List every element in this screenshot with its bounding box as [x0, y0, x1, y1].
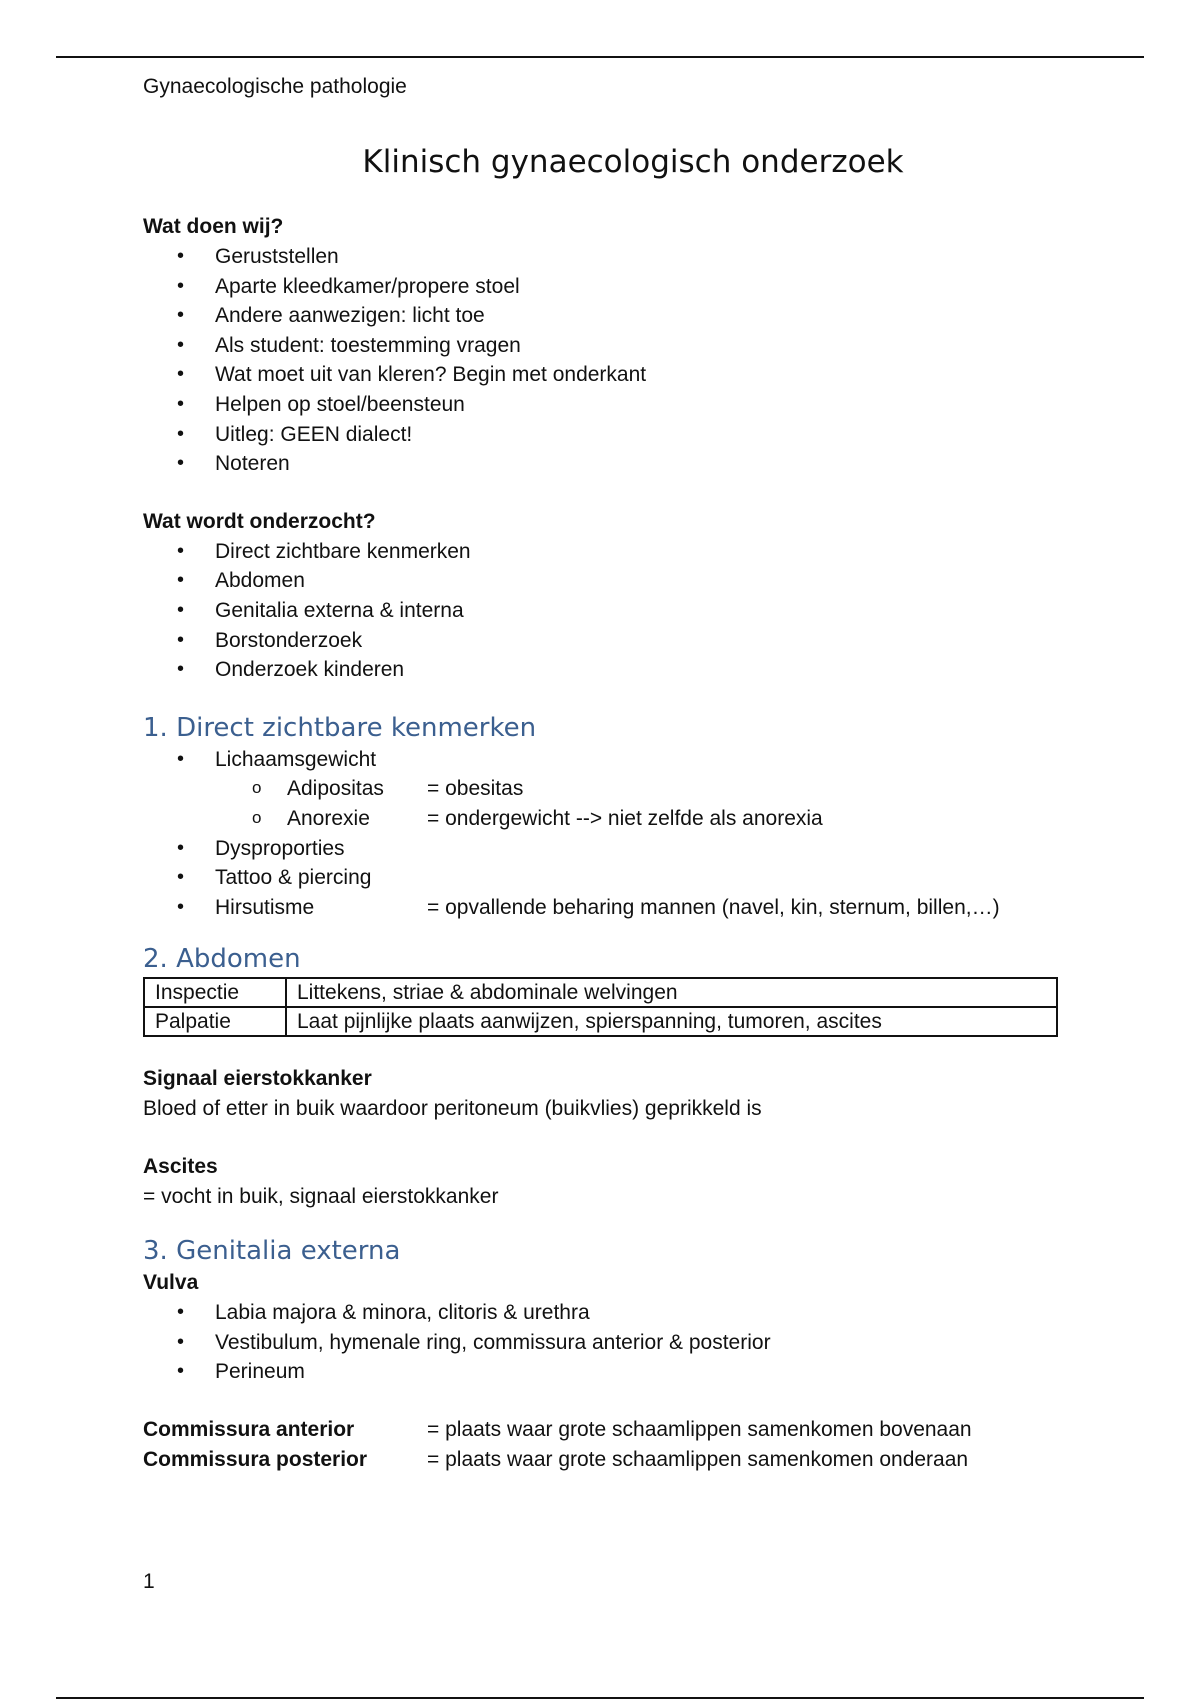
list-item: • Vestibulum, hymenale ring, commissura anterior & posterior: [143, 1328, 1063, 1358]
list-wat-wordt-onderzocht: [143, 537, 1063, 685]
table-cell-label: Inspectie: [144, 978, 286, 1007]
list-item: [143, 893, 1063, 923]
definition: = plaats waar grote schaamlippen samenkomen onderaan: [427, 1448, 969, 1472]
sub-list-item: [143, 804, 1063, 834]
paragraph-ascites: = vocht in buik, signaal eierstokkanker: [143, 1185, 499, 1209]
section-heading-genitalia-externa: 3. Genitalia externa: [143, 1236, 401, 1267]
definition-row: [143, 1415, 1063, 1445]
list-item: • Andere aanwezigen: licht toe: [143, 301, 1063, 331]
table-cell-value: Littekens, striae & abdominale welvingen: [286, 978, 1057, 1007]
list-item: • Perineum: [143, 1357, 1063, 1387]
list-item: • Direct zichtbare kenmerken: [143, 537, 1063, 567]
list-item: • Borstonderzoek: [143, 626, 1063, 656]
page-title: Klinisch gynaecologisch onderzoek: [362, 144, 904, 180]
definition-row: [143, 1445, 1063, 1475]
list-item: • Genitalia externa & interna: [143, 596, 1063, 626]
section-heading-abdomen: 2. Abdomen: [143, 944, 301, 975]
list-wat-doen-wij: [143, 242, 1063, 479]
list-direct-zichtbaar: [143, 745, 1063, 775]
list-item: • Abdomen: [143, 566, 1063, 596]
list-item: • Geruststellen: [143, 242, 1063, 272]
paragraph-signaal: Bloed of etter in buik waardoor peritoneum (buikvlies) geprikkeld is: [143, 1097, 762, 1121]
definition: = plaats waar grote schaamlippen samenkomen bovenaan: [427, 1418, 972, 1442]
term-adipositas: Adipositas: [287, 777, 384, 801]
heading-ascites: Ascites: [143, 1155, 218, 1179]
abdomen-table: [143, 977, 1058, 1037]
heading-signaal-eierstokkanker: Signaal eierstokkanker: [143, 1067, 372, 1091]
sublist-lichaamsgewicht: [143, 774, 1063, 833]
list-item: • Noteren: [143, 449, 1063, 479]
heading-wat-doen-wij: Wat doen wij?: [143, 215, 284, 238]
table-row: [144, 978, 1057, 1007]
definition: = opvallende beharing mannen (navel, kin, sternum, billen,…): [427, 895, 1000, 919]
term-anorexie: Anorexie: [287, 806, 370, 830]
section-heading-direct-zichtbaar: 1. Direct zichtbare kenmerken: [143, 712, 537, 743]
top-rule: [56, 56, 1144, 58]
list-item: • Labia majora & minora, clitoris & urethra: [143, 1298, 1063, 1328]
item-label: Lichaamsgewicht: [215, 747, 377, 771]
definition: = ondergewicht --> niet zelfde als anorexia: [427, 806, 823, 830]
list-item: [143, 745, 1063, 775]
list-item: • Dysproporties: [143, 834, 1063, 864]
list-direct-zichtbaar-continued: [143, 834, 1063, 923]
list-item: • Uitleg: GEEN dialect!: [143, 420, 1063, 450]
list-item: • Als student: toestemming vragen: [143, 331, 1063, 361]
definition: = obesitas: [427, 777, 524, 801]
table-cell-value: Laat pijnlijke plaats aanwijzen, spierspanning, tumoren, ascites: [286, 1007, 1057, 1036]
page-content: [143, 72, 1063, 1475]
list-item: • Helpen op stoel/beensteun: [143, 390, 1063, 420]
heading-vulva: Vulva: [143, 1271, 199, 1295]
list-vulva: [143, 1298, 1063, 1387]
table-row: [144, 1007, 1057, 1036]
list-item: • Wat moet uit van kleren? Begin met onderkant: [143, 360, 1063, 390]
list-item: • Onderzoek kinderen: [143, 655, 1063, 685]
sub-list-item: [143, 774, 1063, 804]
term-commissura-anterior: Commissura anterior: [143, 1418, 355, 1442]
term-commissura-posterior: Commissura posterior: [143, 1448, 368, 1472]
list-item: • Tattoo & piercing: [143, 863, 1063, 893]
heading-wat-wordt-onderzocht: Wat wordt onderzocht?: [143, 509, 376, 533]
table-cell-label: Palpatie: [144, 1007, 286, 1036]
running-header: Gynaecologische pathologie: [143, 75, 407, 98]
list-item: • Aparte kleedkamer/propere stoel: [143, 272, 1063, 302]
term-hirsutisme: Hirsutisme: [215, 895, 315, 919]
page-number: 1: [143, 1570, 155, 1593]
bottom-rule: [56, 1697, 1144, 1699]
